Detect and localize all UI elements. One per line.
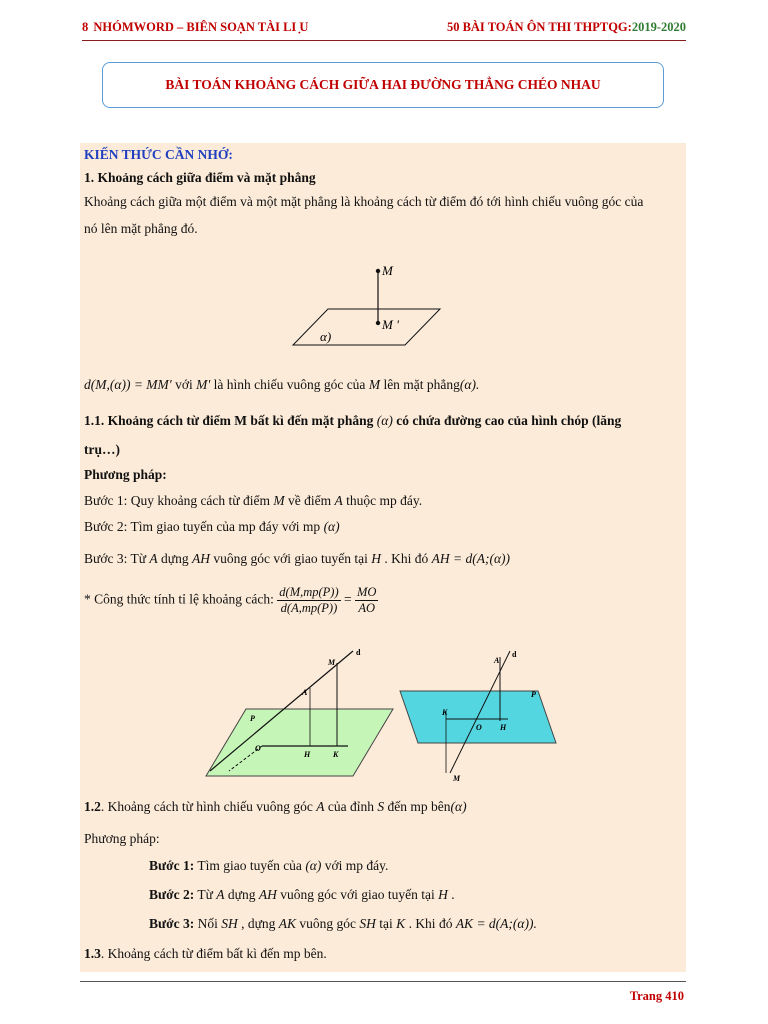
sub-step-2-text-c: vuông góc với giao tuyến tại [276, 887, 439, 902]
step-3-text-c: vuông góc với giao tuyến tại [209, 551, 372, 566]
label-M-prime: M ' [382, 317, 399, 332]
heading-1-3-number: 1.3 [84, 946, 101, 961]
heading-1-2-A: A [316, 799, 325, 814]
sub-step-3-label: Bước 3: [149, 916, 195, 931]
ratio-den-1: d(A,mp(P)) [280, 601, 338, 615]
formula-1-end: (α). [459, 377, 480, 392]
sub-step-3-text-b: , dựng [237, 916, 279, 931]
fig3-label-K: K [442, 708, 448, 717]
step-1 [84, 493, 422, 509]
chapter-title: BÀI TOÁN KHOẢNG CÁCH GIỮA HAI ĐƯỜNG THẲNG CHÉO NHAU [165, 77, 601, 92]
fig3-label-M: M [453, 774, 461, 783]
heading-1-1 [84, 413, 621, 429]
method-label: Phương pháp: [84, 467, 167, 482]
header-year: 2019-2020 [631, 20, 686, 34]
heading-1-2-text-c: của đỉnh [324, 799, 378, 814]
sub-step-3 [149, 916, 537, 932]
label-M: M [382, 263, 393, 278]
page-header [82, 18, 686, 41]
sub-step-2 [149, 887, 455, 903]
chapter-title-box [102, 62, 664, 108]
point-M-marker [376, 269, 380, 273]
sub-step-3-SH: SH [221, 916, 238, 931]
paragraph-1-line-2: nó lên mặt phẳng đó. [84, 221, 198, 236]
sub-step-3-text-e: . Khi đó [405, 916, 456, 931]
step-2-alpha: (α) [323, 519, 340, 534]
step-1-text-c: thuộc mp đáy. [342, 493, 423, 508]
step-3-A: A [149, 551, 158, 566]
figure-cyan-plane [398, 643, 568, 783]
fig3-label-O: O [476, 723, 482, 732]
header-book-title: 50 BÀI TOÁN ÔN THI THPTQG: [446, 20, 632, 34]
sub-step-3-AK: AK [278, 916, 297, 931]
heading-1-1-cont: trụ…) [84, 442, 120, 457]
fig2-label-d: d [356, 648, 361, 657]
step-3-text-b: dựng [157, 551, 192, 566]
heading-1-2-number: 1.2 [84, 799, 101, 814]
fig2-label-A: A [302, 688, 308, 697]
sub-step-2-text-a: Từ [194, 887, 217, 902]
fig3-label-A: A [494, 656, 500, 665]
sub-step-2-label: Bước 2: [149, 887, 195, 902]
step-3-text-a: Bước 3: Từ [84, 551, 150, 566]
step-3-text-d: . Khi đó [380, 551, 432, 566]
sub-step-1-label: Bước 1: [149, 858, 195, 873]
heading-1-2 [84, 799, 467, 815]
fig3-label-H: H [500, 723, 507, 732]
paragraph-1-line-1: Khoảng cách giữa một điểm và một mặt phẳng là khoảng cách từ điểm đó tới hình chiếu vuông góc của [84, 194, 644, 209]
group-logo-icon: 8 [82, 20, 89, 34]
ratio-den-2: AO [358, 601, 376, 615]
heading-1-3 [84, 946, 327, 962]
step-3-formula: AH = d(A;(α)) [431, 551, 511, 566]
sub-step-2-AH: AH [258, 887, 277, 902]
content-panel [80, 143, 686, 972]
sub-step-3-formula: AK = d(A;(α)). [455, 916, 537, 931]
heading-1: 1. Khoảng cách giữa điểm và mặt phẳng [84, 170, 316, 185]
sub-step-3-K: K [396, 916, 406, 931]
sub-step-2-text-d: . [447, 887, 455, 902]
sub-step-1-alpha: (α) [305, 858, 322, 873]
figure-point-plane [290, 259, 450, 351]
ratio-num-2: MO [357, 585, 377, 599]
step-3-H: H [371, 551, 381, 566]
ratio-fraction-2 [355, 585, 378, 616]
step-2-text-a: Bước 2: Tìm giao tuyến của mp đáy với mp [84, 519, 324, 534]
sub-step-2-H: H [438, 887, 448, 902]
formula-1-var: M' [196, 377, 211, 392]
ratio-fraction-1 [277, 585, 340, 616]
fig3-label-d: d [512, 650, 517, 659]
heading-1-1-text-b: có chứa đường cao của hình chóp (lăng [392, 413, 622, 428]
fig2-label-K: K [333, 750, 339, 759]
sub-step-2-A: A [216, 887, 225, 902]
step-1-text-b: về điểm [284, 493, 335, 508]
header-group-name: NHÓMWORD – BIÊN SOẠN TÀI LI ̣U [93, 20, 309, 34]
method-label-2: Phương pháp: [84, 831, 160, 846]
header-left [82, 20, 308, 35]
heading-1-1-text-a: 1.1. Khoảng cách từ điểm M bất kì đến mặt phẳng [84, 413, 377, 428]
point-M-prime-marker [376, 321, 380, 325]
step-1-M: M [273, 493, 285, 508]
fig2-label-M: M [328, 658, 336, 667]
section-heading: KIẾN THỨC CẦN NHỚ: [84, 147, 233, 162]
ratio-equals: = [344, 591, 352, 607]
ratio-num-1: d(M,mp(P)) [279, 585, 339, 599]
sub-step-3-SH-2: SH [359, 916, 376, 931]
formula-1-var-2: M [368, 377, 381, 392]
plane-P-green [206, 709, 393, 776]
heading-1-3-text: . Khoảng cách từ điểm bất kì đến mp bên. [100, 946, 327, 961]
step-2 [84, 519, 340, 535]
fig2-label-H: H [304, 750, 311, 759]
formula-1-text-2: là hình chiếu vuông góc của [210, 377, 369, 392]
heading-1-2-alpha: (α) [450, 799, 467, 814]
step-3-AH: AH [191, 551, 210, 566]
ratio-formula-text: * Công thức tính tỉ lệ khoảng cách: [84, 591, 274, 607]
sub-step-1 [149, 858, 388, 874]
heading-1-2-text-d: đến mp bên [384, 799, 451, 814]
sub-step-3-text-d: tại [375, 916, 397, 931]
formula-1-text-1: với [171, 377, 197, 392]
fig3-label-P: P [531, 690, 536, 699]
sub-step-3-text-a: Nối [194, 916, 222, 931]
header-right [447, 20, 686, 35]
figure-green-plane [198, 643, 398, 783]
step-3 [84, 551, 510, 567]
ratio-formula [84, 585, 378, 616]
fig2-label-O: O [255, 744, 261, 753]
sub-step-3-text-c: vuông góc [296, 916, 360, 931]
label-alpha: α) [320, 329, 332, 344]
sub-step-1-text-b: với mp đáy. [321, 858, 389, 873]
fig2-label-P: P [250, 714, 255, 723]
footer-divider [80, 981, 686, 982]
page-number: Trang 410 [629, 989, 684, 1003]
heading-1-1-alpha: (α) [376, 413, 393, 428]
plane-alpha-shape [293, 309, 440, 345]
sub-step-2-text-b: dựng [224, 887, 259, 902]
formula-1-math: d(M,(α)) = MM' [84, 377, 172, 392]
heading-1-2-S: S [377, 799, 385, 814]
formula-1-text-3: lên mặt phẳng [380, 377, 460, 392]
step-1-text-a: Bước 1: Quy khoảng cách từ điểm [84, 493, 274, 508]
sub-step-1-text-a: Tìm giao tuyến của [194, 858, 306, 873]
heading-1-2-text-b: . Khoảng cách từ hình chiếu vuông góc [100, 799, 317, 814]
step-1-A: A [334, 493, 343, 508]
formula-1 [84, 377, 479, 393]
